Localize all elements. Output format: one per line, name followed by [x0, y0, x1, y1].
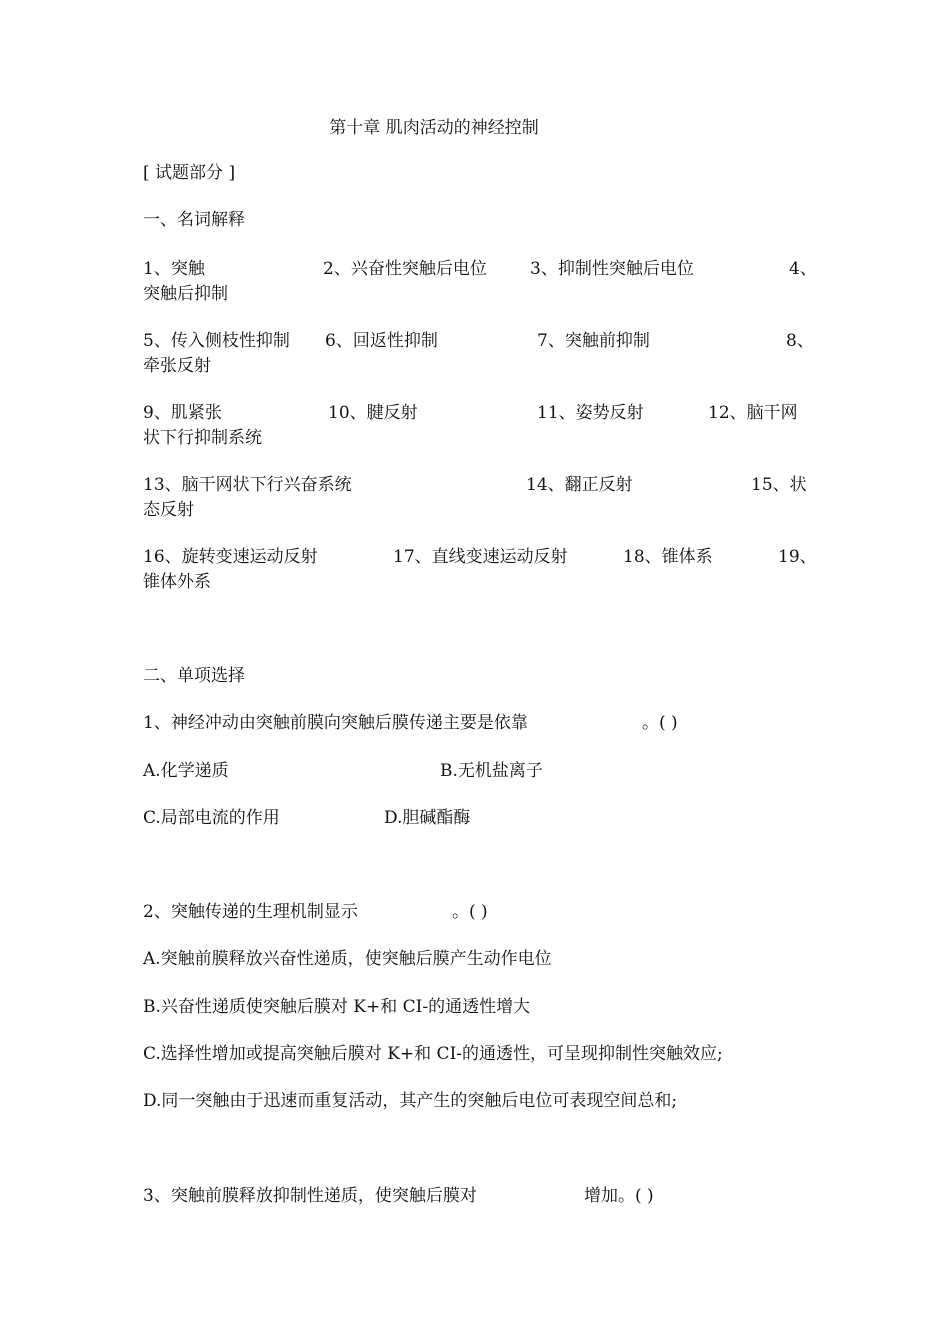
term-8-text: 牵张反射	[143, 356, 211, 376]
question-1-option-a: A.化学递质	[143, 761, 229, 781]
question-3-answer-blank: 增加。( )	[584, 1186, 654, 1206]
question-1-option-d: D.胆碱酯酶	[384, 808, 471, 828]
question-3-stem: 3、突触前膜释放抑制性递质，使突触后膜对	[143, 1186, 477, 1206]
term-7: 7、突触前抑制	[537, 331, 650, 351]
term-1: 1、突触	[143, 259, 205, 279]
term-11: 11、姿势反射	[537, 403, 644, 423]
question-2-option-a: A.突触前膜释放兴奋性递质，使突触后膜产生动作电位	[143, 949, 552, 969]
section-label: [ 试题部分 ]	[143, 163, 236, 183]
question-2-option-c: C.选择性增加或提高突触后膜对 K+和 CI-的通透性，可呈现抑制性突触效应;	[143, 1044, 723, 1064]
page-title: 第十章 肌肉活动的神经控制	[329, 118, 539, 138]
question-1-option-c: C.局部电流的作用	[143, 808, 280, 828]
term-12-cont: 状下行抑制系统	[143, 428, 262, 448]
term-16: 16、旋转变速运动反射	[143, 547, 318, 567]
term-4-number: 4、	[789, 259, 817, 279]
question-2-option-d: D.同一突触由于迅速而重复活动，其产生的突触后电位可表现空间总和;	[143, 1091, 678, 1111]
term-13: 13、脑干网状下行兴奋系统	[143, 475, 352, 495]
question-2-option-b: B.兴奋性递质使突触后膜对 K+和 CI-的通透性增大	[143, 997, 531, 1017]
term-9: 9、肌紧张	[143, 403, 222, 423]
term-6: 6、回返性抑制	[325, 331, 438, 351]
term-2: 2、兴奋性突触后电位	[323, 259, 487, 279]
term-15-start: 15、状	[751, 475, 807, 495]
term-8-number: 8、	[786, 331, 814, 351]
question-2-answer-blank: 。( )	[452, 902, 488, 922]
term-18: 18、锥体系	[623, 547, 713, 567]
term-17: 17、直线变速运动反射	[393, 547, 568, 567]
term-5: 5、传入侧枝性抑制	[143, 331, 290, 351]
term-4-text: 突触后抑制	[143, 284, 228, 304]
part2-heading: 二、单项选择	[143, 666, 245, 686]
term-19-number: 19、	[778, 547, 817, 567]
part1-heading: 一、名词解释	[143, 210, 245, 230]
term-14: 14、翻正反射	[526, 475, 633, 495]
question-1-stem: 1、神经冲动由突触前膜向突触后膜传递主要是依靠	[143, 713, 528, 733]
term-10: 10、腱反射	[328, 403, 418, 423]
term-12-start: 12、脑干网	[708, 403, 798, 423]
question-1-option-b: B.无机盐离子	[440, 761, 543, 781]
question-2-stem: 2、突触传递的生理机制显示	[143, 902, 358, 922]
term-3: 3、抑制性突触后电位	[530, 259, 694, 279]
term-19-text: 锥体外系	[143, 572, 211, 592]
question-1-answer-blank: 。( )	[642, 713, 678, 733]
term-15-cont: 态反射	[143, 500, 194, 520]
